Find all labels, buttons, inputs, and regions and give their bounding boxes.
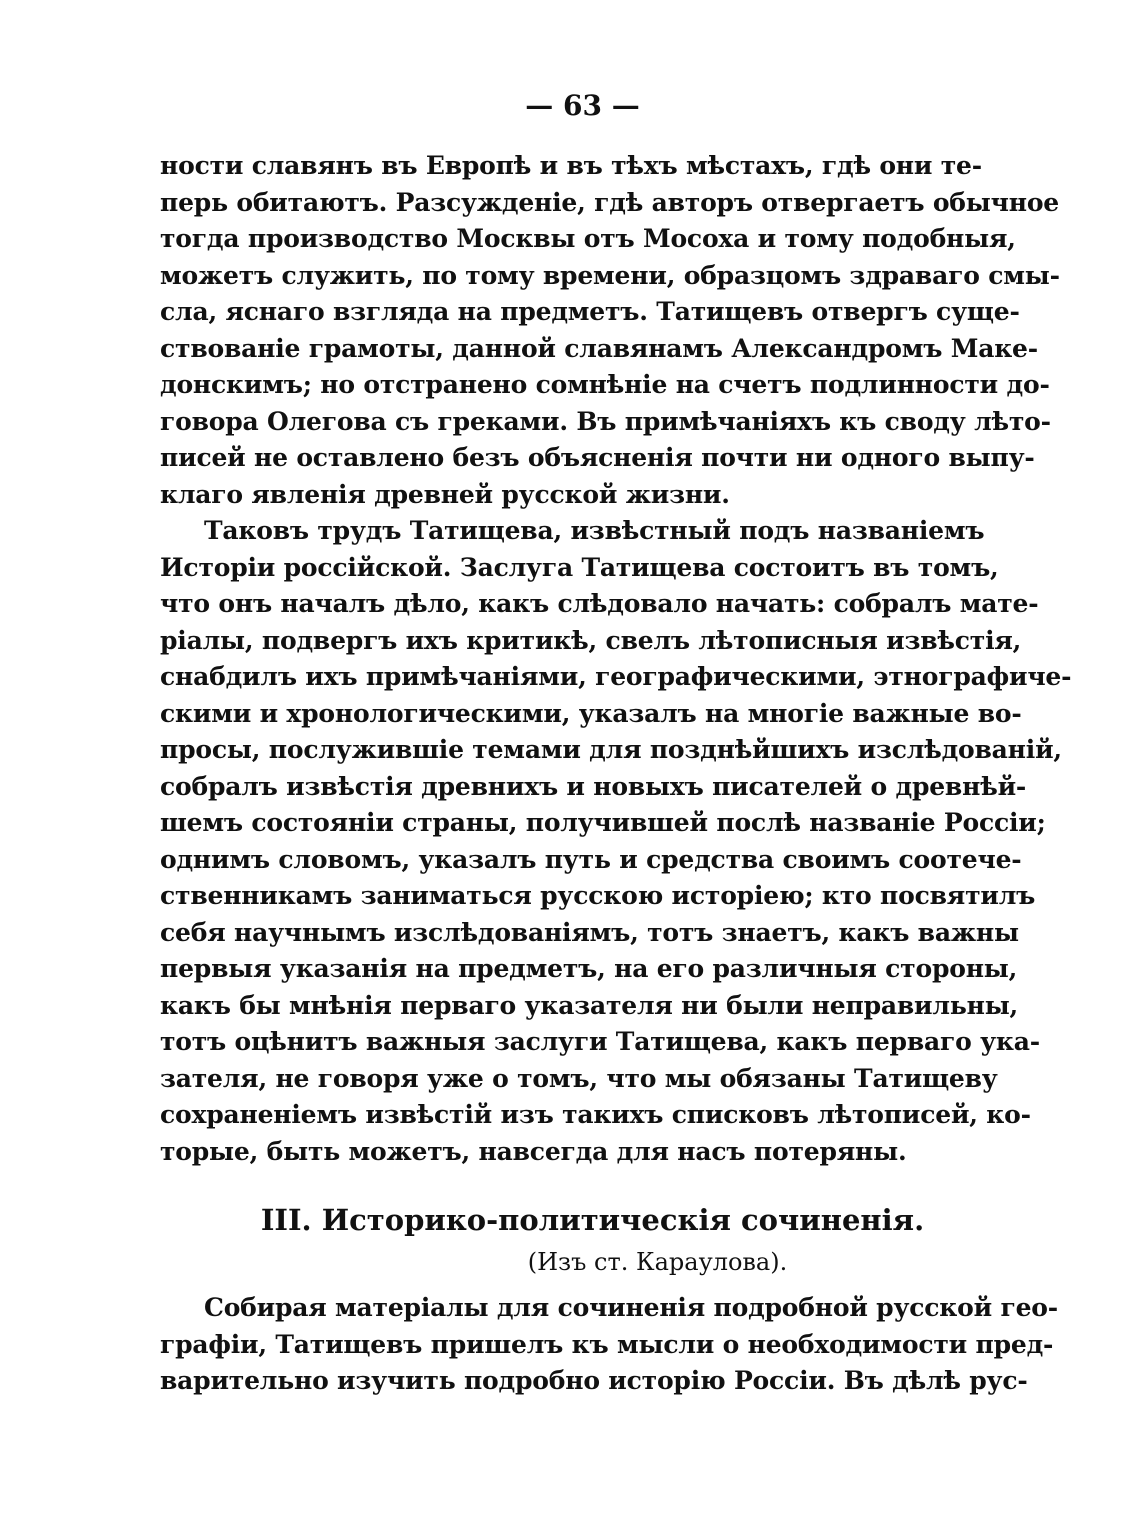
text-line: шемъ состояніи страны, получившей послѣ названіе Россіи; [160,808,1046,837]
text-line: говора Олегова съ греками. Въ примѣчаніяхъ къ своду лѣто- [160,406,1051,436]
text-line: графіи, Татищевъ пришелъ къ мысли о необходимости пред- [160,1329,1054,1359]
text-line: Собирая матеріалы для сочиненія подробной русской гео- [204,1293,1058,1322]
text-line: клаго явленія древней русской жизни. [160,479,730,509]
text-line: ности славянъ въ Европѣ и въ тѣхъ мѣстахъ, гдѣ они те- [160,151,982,180]
page-number: — 63 — [525,89,640,122]
text-line: Таковъ трудъ Татищева, извѣстный подъ названіемъ [204,516,985,545]
text-line: сохраненіемъ извѣстій изъ такихъ списковъ лѣтописей, ко- [160,1100,1031,1129]
text-line: донскимъ; но отстранено сомнѣніе на счетъ подлинности до- [160,370,1050,399]
text-line: однимъ словомъ, указалъ путь и средства своимъ соотече- [160,844,1022,874]
text-line: зателя, не говоря уже о томъ, что мы обязаны Татищеву [160,1063,998,1093]
text-line: тогда производство Москвы отъ Мосоха и тому подобныя, [160,224,1016,253]
text-line: сла, яснаго взгляда на предметъ. Татищевъ отвергъ суще- [160,297,1020,326]
text-line: скими и хронологическими, указалъ на многіе важные во- [160,698,1022,728]
paragraph-2 [160,513,1072,1170]
text-line: ственникамъ заниматься русскою исторіею; кто посвятилъ [160,881,1036,910]
text-line: снабдилъ ихъ примѣчаніями, географическими, этнографиче- [160,662,1072,691]
section-title: III. Историко-политическія сочиненія. [260,1203,925,1237]
text-line: ствованіе грамоты, данной славянамъ Александромъ Маке- [160,333,1038,363]
text-line: перь обитаютъ. Разсужденіе, гдѣ авторъ отвергаетъ обычное [160,187,1060,217]
paragraph-1 [160,148,1060,513]
section-source: (Изъ ст. Караулова). [527,1248,788,1276]
paragraph-3 [160,1290,1058,1400]
text-line: можетъ служить, по тому времени, образцомъ здраваго смы- [160,260,1060,290]
text-line: тотъ оцѣнитъ важныя заслуги Татищева, какъ перваго ука- [160,1027,1040,1056]
text-line: первыя указанія на предметъ, на его различныя стороны, [160,954,1018,983]
text-line: писей не оставлено безъ объясненія почти ни одного выпу- [160,443,1035,472]
text-line: что онъ началъ дѣло, какъ слѣдовало начать: собралъ мате- [160,589,1039,618]
book-page [160,84,1072,1400]
text-line: себя научнымъ изслѣдованіямъ, тотъ знаетъ, какъ важны [160,917,1019,947]
text-line: варительно изучить подробно исторію Россіи. Въ дѣлѣ рус- [160,1366,1028,1395]
text-line: Исторіи россійской. Заслуга Татищева состоитъ въ томъ, [160,552,999,582]
text-line: просы, послужившіе темами для позднѣйшихъ изслѣдованій, [160,735,1062,764]
text-line: какъ бы мнѣнія перваго указателя ни были неправильны, [160,990,1019,1020]
text-line: ріалы, подвергъ ихъ критикѣ, свелъ лѣтописныя извѣстія, [160,625,1022,655]
text-line: собралъ извѣстія древнихъ и новыхъ писателей о древнѣй- [160,771,1027,801]
text-line: торые, быть можетъ, навсегда для насъ потеряны. [160,1136,907,1166]
